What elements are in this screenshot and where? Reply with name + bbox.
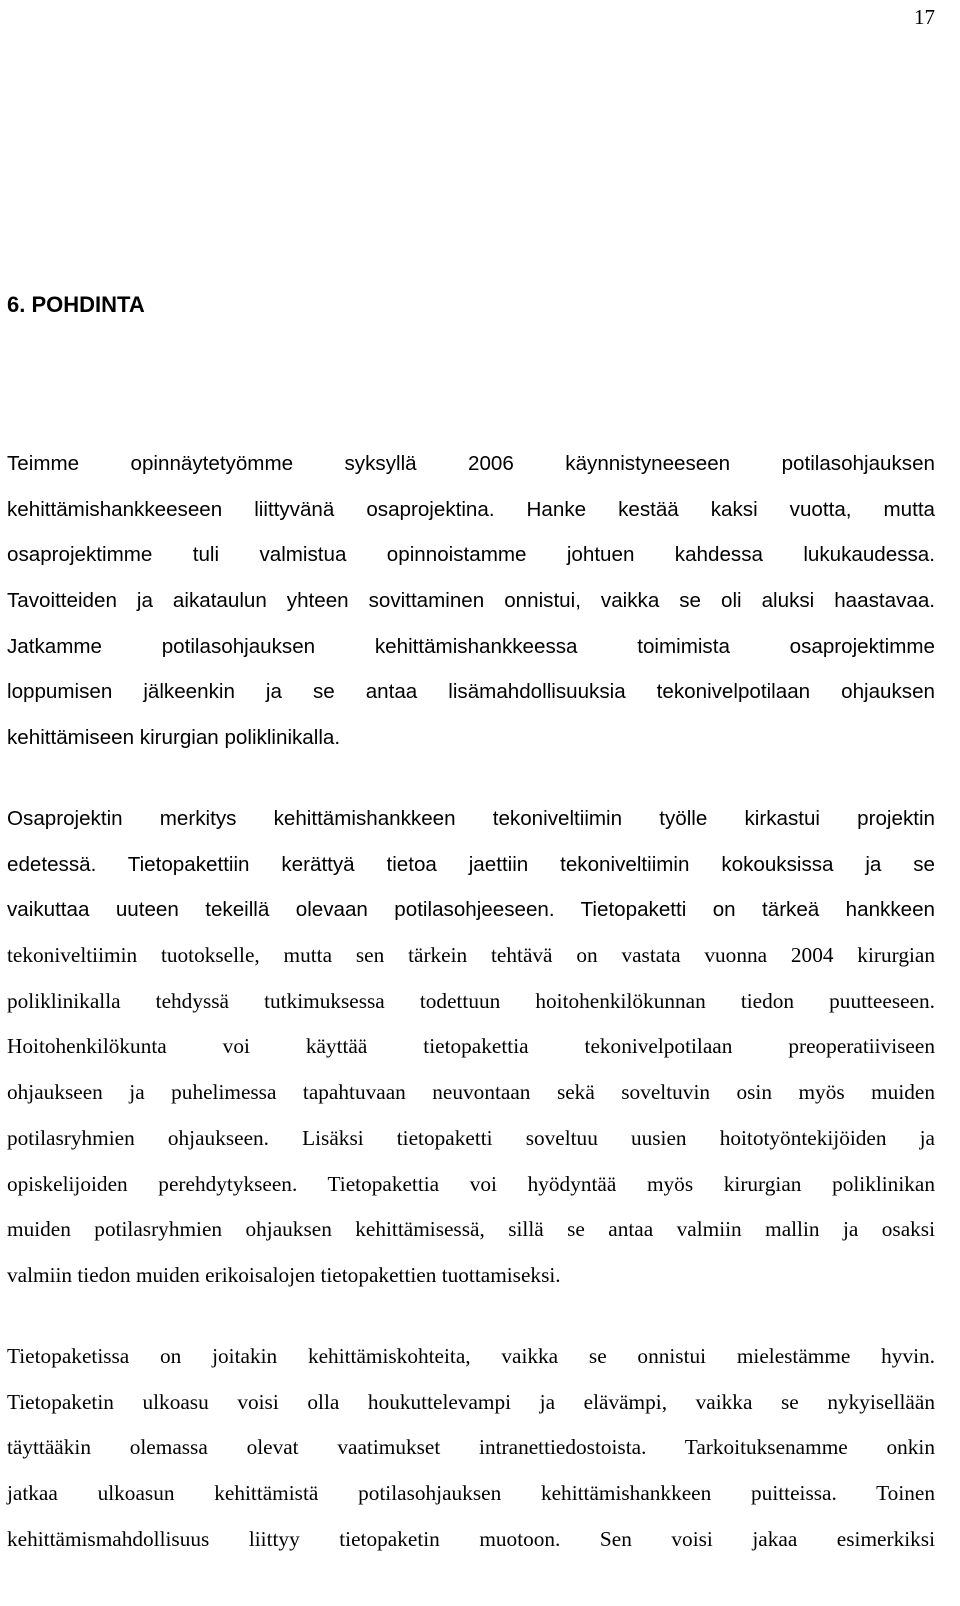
text-line: ohjaukseen ja puhelimessa tapahtuvaan neuvontaan sekä soveltuvin osin myös muiden [7,1080,935,1105]
text-line: vaikuttaa uuteen tekeillä olevaan potilasohjeeseen. Tietopaketti on tärkeä hankkeen [7,898,935,922]
text-line: opiskelijoiden perehdytykseen. Tietopakettia voi hyödyntää myös kirurgian poliklinikan [7,1171,935,1196]
text-line: kehittämishankkeeseen liittyvänä osaprojektina. Hanke kestää kaksi vuotta, mutta [7,497,935,521]
text-line: osaprojektimme tuli valmistua opinnoistamme johtuen kahdessa lukukaudessa. [7,543,935,567]
text-line: tekoniveltiimin tuotokselle, mutta sen tärkein tehtävä on vastata vuonna 2004 kirurgian [7,943,935,968]
text-line: valmiin tiedon muiden erikoisalojen tietopakettien tuottamiseksi. [7,1262,561,1287]
section-heading: 6. POHDINTA [7,292,145,317]
text-line: Tavoitteiden ja aikataulun yhteen sovittaminen onnistui, vaikka se oli aluksi haastavaa. [7,589,935,613]
page-number: 17 [914,5,935,29]
text-line: muiden potilasryhmien ohjauksen kehittämisessä, sillä se antaa valmiin mallin ja osaksi [7,1217,935,1242]
text-line: potilasryhmien ohjaukseen. Lisäksi tietopaketti soveltuu uusien hoitotyöntekijöiden ja [7,1125,935,1150]
text-line: Jatkamme potilasohjauksen kehittämishankkeessa toimimista osaprojektimme [7,634,935,658]
text-line: edetessä. Tietopakettiin kerättyä tietoa jaettiin tekoniveltiimin kokouksissa ja se [7,852,935,876]
text-line: kehittämismahdollisuus liittyy tietopaketin muotoon. Sen voisi jakaa esimerkiksi [7,1526,935,1551]
text-line: kehittämiseen kirurgian poliklinikalla. [7,726,341,750]
text-line: jatkaa ulkoasun kehittämistä potilasohjauksen kehittämishankkeen puitteissa. Toinen [7,1481,935,1506]
text-line: Teimme opinnäytetyömme syksyllä 2006 käynnistyneeseen potilasohjauksen [7,452,935,475]
text-line: Tietopaketin ulkoasu voisi olla houkuttelevampi ja elävämpi, vaikka se nykyisellään [7,1389,935,1414]
paragraph-2 [7,796,935,1299]
text-line: loppumisen jälkeenkin ja se antaa lisämahdollisuuksia tekonivelpotilaan ohjauksen [7,680,935,704]
text-line: Hoitohenkilökunta voi käyttää tietopakettia tekonivelpotilaan preoperatiiviseen [7,1034,935,1059]
text-line: Tietopaketissa on joitakin kehittämiskohteita, vaikka se onnistui mielestämme hyvin. [7,1344,935,1368]
paragraph-3 [7,1334,935,1562]
text-line: poliklinikalla tehdyssä tutkimuksessa todettuun hoitohenkilökunnan tiedon puutteeseen. [7,988,935,1013]
text-line: täyttääkin olemassa olevat vaatimukset intranettiedostoista. Tarkoituksenamme onkin [7,1435,935,1460]
text-line: Osaprojektin merkitys kehittämishankkeen tekoniveltiimin työlle kirkastui projektin [7,807,935,830]
paragraph-1 [7,441,935,761]
